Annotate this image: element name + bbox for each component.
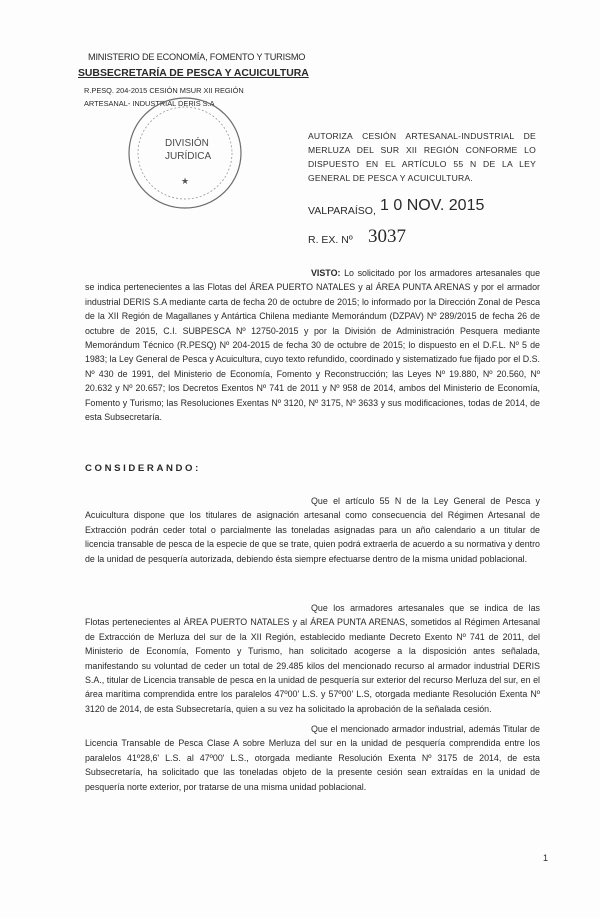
visto-paragraph <box>85 266 540 424</box>
considerando-paragraph-1 <box>85 494 540 566</box>
resolution-label: R. EX. Nº <box>308 234 353 246</box>
considerando-paragraph-2 <box>85 601 540 716</box>
resolution-number: 3037 <box>368 226 406 247</box>
ministry-name: MINISTERIO DE ECONOMÍA, FOMENTO Y TURISMO <box>88 52 306 62</box>
paragraph-text: Que el artículo 55 N de la Ley General de Pesca y Acuicultura dispone que los titulares de asignación artesanal como consecuencia del Régimen Artesanal de Extracción podrán ceder total o parcialmente las toneladas asignadas para un año calendario a un titular de licencia transable de pesca de la especie de que se trate, quien podrá extraerla de acuerdo a su normativa y dentro de la unidad de pesquería autorizada, debiendo ésta siempre efectuarse dentro de la misma unidad poblacional. <box>85 496 540 564</box>
paragraph-text: Que el mencionado armador industrial, además Titular de Licencia Transable de Pesca Clase A sobre Merluza del sur en la unidad de pesquería comprendida entre los paralelos 41º28,6' L.S. al 47º00' L.S., otorgada mediante Resolución Exenta Nº 3175 de 2014, de esta Subsecretaría, ha solicitado que las toneladas objeto de la presente cesión sean extraídas en la unidad de pesquería norte exterior, por tratarse de una misma unidad poblacional. <box>85 724 540 792</box>
considerando-heading: CONSIDERANDO: <box>85 463 201 474</box>
stamp-line-1: DIVISIÓN <box>165 138 209 149</box>
subsecretaria-name: SUBSECRETARÍA DE PESCA Y ACUICULTURA <box>78 68 309 79</box>
visto-label: VISTO: <box>311 268 341 278</box>
visto-text: Lo solicitado por los armadores artesanales que se indica pertenecientes a las Flotas del ÁREA PUERTO NATALES y al ÁREA PUNTA ARENAS y por el armador industrial DERIS S.A mediante carta de fecha 20 de octubre de 2015; lo informado por la Dirección Zonal de Pesca de la XII Región de Magallanes y Antártica Chilena mediante Memorándum (DZPAV) Nº 289/2015 de fecha 26 de octubre de 2015, C.I. SUBPESCA Nº 12750-2015 y por la División de Administración Pesquera mediante Memorándum Técnico (R.PESQ) Nº 204-2015 de fecha 30 de octubre de 2015; lo dispuesto en el D.F.L. Nº 5 de 1983; la Ley General de Pesca y Acuicultura, cuyo texto refundido, coordinado y sistematizado fue fijado por el D.S. Nº 430 de 1991, del Ministerio de Economía, Fomento y Reconstrucción; las Leyes Nº 19.880, Nº 20.560, Nº 20.632 y Nº 20.657; los Decretos Exentos Nº 741 de 2011 y Nº 958 de 2014, ambos del Ministerio de Economía, Fomento y Turismo; las Resoluciones Exentas Nº 3120, Nº 3175, Nº 3633 y sus modificaciones, todas de 2014, de esta Subsecretaría. <box>85 268 541 423</box>
reference-summary: AUTORIZA CESIÓN ARTESANAL-INDUSTRIAL DE MERLUZA DEL SUR XII REGIÓN CONFORME LO DISPUESTO EN EL ARTÍCULO 55 N DE LA LEY GENERAL DE PESCA Y ACUICULTURA. <box>308 131 536 183</box>
stamp-line-2: JURÍDICA <box>165 151 212 162</box>
page-number: 1 <box>543 853 549 863</box>
place-label: VALPARAÍSO, <box>308 205 376 217</box>
date-stamp: 1 0 NOV. 2015 <box>380 197 485 214</box>
reference-type: ARTESANAL- INDUSTRIAL DERIS S.A <box>84 99 215 108</box>
svg-text:★: ★ <box>180 177 190 187</box>
considerando-paragraph-3 <box>85 722 540 794</box>
division-juridica-stamp <box>125 94 245 212</box>
reference-code: R.PESQ. 204-2015 CESIÓN MSUR XII REGIÓN <box>84 86 244 95</box>
paragraph-text: Que los armadores artesanales que se indica de las Flotas pertenecientes al ÁREA PUERTO NATALES y al ÁREA PUNTA ARENAS, sometidos al Régimen Artesanal de Extracción de Merluza del sur de la XII Región, establecido mediante Decreto Exento Nº 741 de 2011, del Ministerio de Economía, Fomento y Turismo, han solicitado acogerse a la disposición antes señalada, manifestando su voluntad de ceder un total de 29.485 kilos del mencionado recurso al armador industrial DERIS S.A., titular de Licencia transable de pesca en la unidad de pesquería sur exterior del recurso Merluza del sur, en el área marítima comprendida entre los paralelos 47º00' L.S. y 57º00' L.S, otorgada mediante Resolución Exenta Nº 3120 de 2014, de esta Subsecretaría, quien a su vez ha solicitado la aprobación de la señalada cesión. <box>85 603 540 714</box>
